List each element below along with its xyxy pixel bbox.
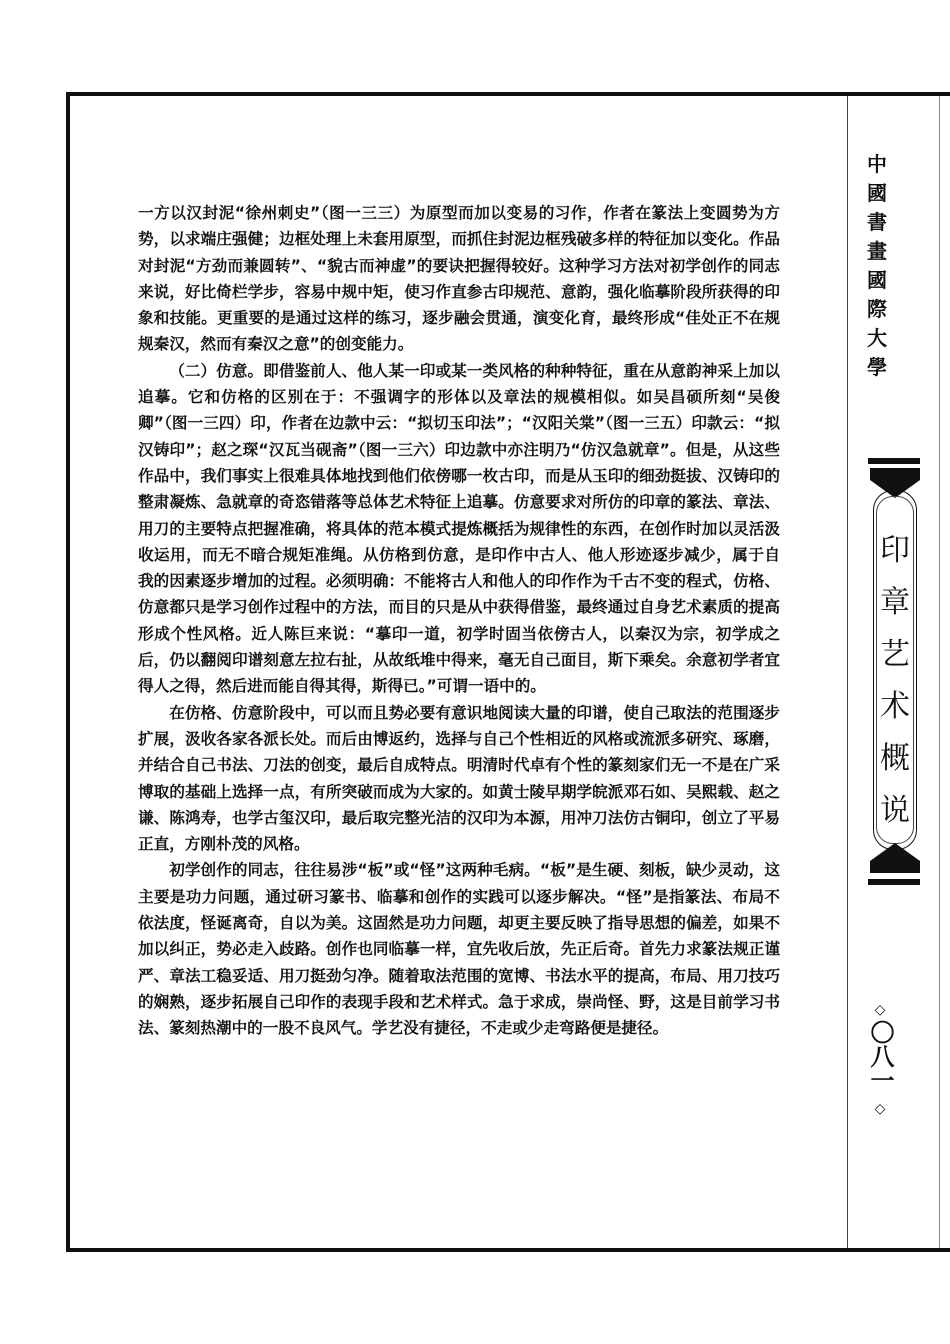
title-bar-bottom	[868, 879, 920, 885]
page-number: 〇八一	[866, 1020, 895, 1092]
title-bar-top	[868, 458, 920, 464]
diamond-icon: ◇	[874, 1002, 886, 1018]
paragraph: 一方以汉封泥“徐州刺史”（图一三三）为原型而加以变易的习作，作者在篆法上变圆势为方势，以求端庄强健；边框处理上未套用原型，而抓住封泥边框残破多样的特征加以变化。作品对封泥“方劲而兼圆转”、“貌古而神虚”的要诀把握得较好。这种学习方法对初学创作的同志来说，好比倚栏学步，容易中规中矩，使习作直参古印规范、意韵，强化临摹阶段所获得的印象和技能。更重要的是通过这样的练习，逐步融会贯通，演变化育，最终形成“佳处正不在规规秦汉，然而有秦汉之意”的创变能力。	[138, 204, 780, 354]
sidebar-divider	[847, 96, 848, 1248]
book-title: 印章艺术概说	[880, 533, 910, 828]
page-number-block	[862, 1000, 898, 1119]
diamond-icon: ◇	[874, 1101, 886, 1117]
university-name: 中國書畫國際大學	[867, 152, 887, 379]
paragraph: 在仿格、仿意阶段中，可以而且势必要有意识地阅读大量的印谱，使自己取法的范围逐步扩展，汲收各家各派长处。而后由博返约，选择与自己个性相近的风格或流派多研究、琢磨，并结合自己书法、刀法的创变，最后自成特点。明清时代卓有个性的篆刻家们无一不是在广采博取的基础上选择一点，有所突破而成为大家的。如黄士陵早期学皖派邓石如、吴熙载、赵之谦、陈鸿寿，也学古玺汉印，最后取完整光洁的汉印为本源，用冲刀法仿古铜印，创立了平易正直，方刚朴茂的风格。	[138, 703, 780, 854]
main-text	[138, 200, 780, 1042]
sidebar-edge-line	[939, 96, 940, 1248]
paragraph: （二）仿意。即借鉴前人、他人某一印或某一类风格的种种特征，重在从意韵神采上加以追摹。它和仿格的区别在于：不强调字的形体以及章法的规模相似。如吴昌硕所刻“吴俊卿”（图一三四）印，作者在边款中云：“拟切玉印法”；“汉阳关棠”（图一三五）印款云：“拟汉铸印”；赵之琛“汉瓦当砚斋”（图一三六）印边款中亦注明乃“仿汉急就章”。但是，从这些作品中，我们事实上很难具体地找到他们依傍哪一枚古印，而是从玉印的细劲挺拔、汉铸印的整肃凝炼、急就章的奇恣错落等总体艺术特征上追摹。仿意要求对所仿的印章的篆法、章法、用刀的主要特点把握准确，将具体的范本模式提炼概括为规律性的东西，在创作时加以灵活汲收运用，而无不暗合规矩准绳。从仿格到仿意，是印作中古人、他人形迹逐步减少，属于自 我的因素逐步增加的过程。必须明确：不能将古人和他人的印作作为千古不变的程式，仿格、仿意都只是学习创作过程中的方法，而目的只是从中获得借鉴，最终通过自身艺术素质的提高形成个性风格。近人陈巨来说：“摹印一道，初学时固当依傍古人，以秦汉为宗，初学成之后，仍以翻阅印谱刻意左拉右扯，从故纸堆中得来，毫无自己面目，斯下乘矣。余意初学者宜得人之得，然后进而能自得其得，斯得已。”可谓一语中的。	[138, 361, 780, 696]
paragraph: 初学创作的同志，往往易涉“板”或“怪”这两种毛病。“板”是生硬、刻板，缺少灵动，这主要是功力问题，通过研习篆书、临摹和创作的实践可以逐步解决。“怪”是指篆法、布局不依法度，怪诞离奇，自以为美。这固然是功力问题，却更主要反映了指导思想的偏差，如果不加以纠正，势必走入歧路。创作也同临摹一样，宜先收后放，先正后奇。首先力求篆法规正谨严、章法工稳妥适、用刀挺劲匀净。随着取法范围的宽博、书法水平的提高，布局、用刀技巧的娴熟，逐步拓展自己印作的表现手段和艺术样式。急于求成，崇尚怪、野，这是目前学习书法、篆刻热潮中的一股不良风气。学艺没有捷径，不走或少走弯路便是捷径。	[138, 861, 780, 1038]
